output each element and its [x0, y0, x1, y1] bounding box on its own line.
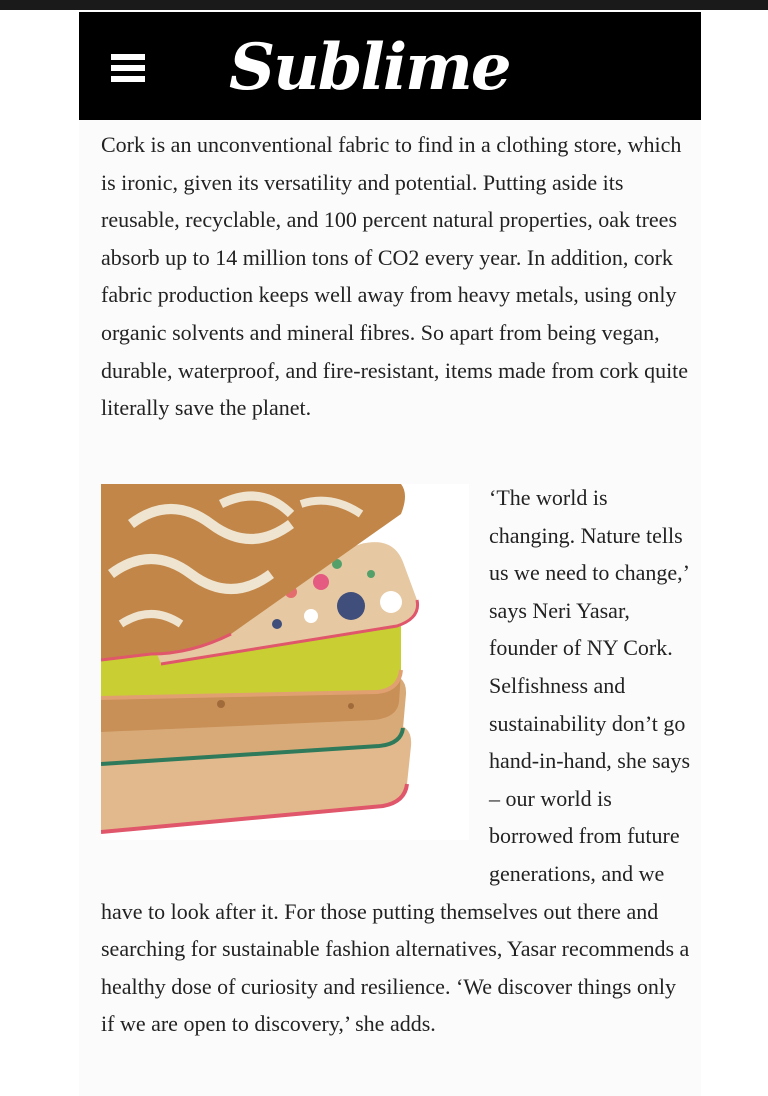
top-status-strip	[0, 0, 768, 10]
article-paragraph-2-text: ‘The world is changing. Nature tells us we need to change,’ says Neri Yasar, founder of NY Cork. Selfishness and sustainability don’t go hand-in-hand, she says – our world is borrowed from future generations, and we have to look after it. For those putting themselves out there and searching for sustainable fashion alternatives, Yasar recommends a healthy dose of curiosity and resilience. ‘We discover things only if we are open to discovery,’ she adds.	[101, 485, 691, 1037]
article-paragraph-2	[101, 479, 691, 1043]
site-logo[interactable]: Sublime	[229, 30, 510, 105]
masthead	[79, 12, 701, 120]
hamburger-menu-icon[interactable]	[111, 54, 145, 82]
article-paragraph-1: Cork is an unconventional fabric to find in a clothing store, which is ironic, given its versatility and potential. Putting aside its reusable, recyclable, and 100 percent natural properties, oak trees absorb up to 14 million tons of CO2 every year. In addition, cork fabric production keeps well away from heavy metals, using only organic solvents and mineral fibres. So apart from being vegan, durable, waterproof, and fire-resistant, items made from cork quite literally save the planet.	[101, 132, 689, 421]
article-page	[79, 12, 701, 1096]
image-float-spacer	[101, 479, 489, 857]
